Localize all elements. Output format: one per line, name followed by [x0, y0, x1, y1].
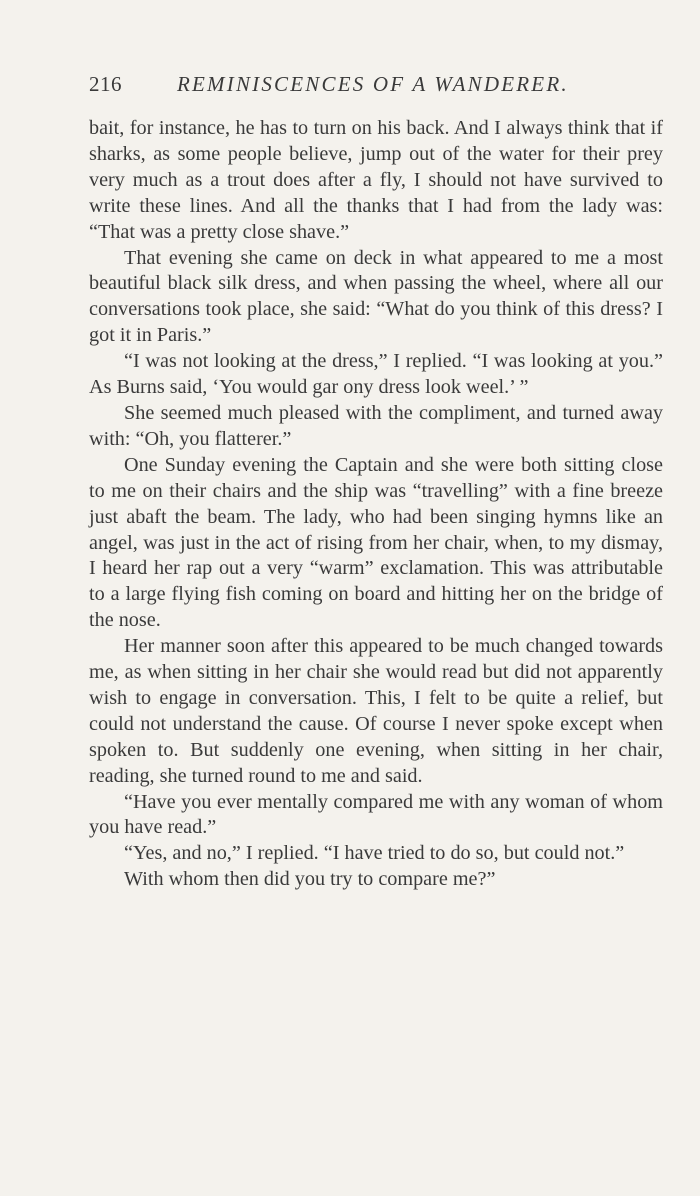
paragraph-7: “Have you ever mentally compared me with any woman of whom you have read.”	[89, 790, 663, 839]
paragraph-2: That evening she came on deck in what appeared to me a most beautiful black silk dress, and when passing the wheel, where all our conversations took place, she said: “What do you think of this dress? I got it in Paris.”	[89, 246, 663, 347]
page-number: 216	[89, 72, 122, 96]
paragraph-3: “I was not looking at the dress,” I replied. “I was looking at you.” As Burns said, ‘You would gar ony dress look weel.’ ”	[89, 350, 663, 399]
running-header	[89, 72, 587, 102]
paragraph-5: One Sunday evening the Captain and she were both sitting close to me on their chairs and the ship was “travelling” with a fine breeze just abaft the beam. The lady, who had been singing hymns like an angel, was just in the act of rising from her chair, when, to my dismay, I heard her rap out a very “warm” exclamation. This was attributable to a large flying fish coming on board and hitting her on the bridge of the nose.	[89, 453, 663, 632]
body-text	[89, 116, 663, 893]
paragraph-6: Her manner soon after this appeared to be much changed towards me, as when sitting in her chair she would read but did not apparently wish to engage in conversation. This, I felt to be quite a relief, but could not understand the cause. Of course I never spoke except when spoken to. But suddenly one evening, when sitting in her chair, reading, she turned round to me and said.	[89, 635, 663, 787]
paragraph-4: She seemed much pleased with the compliment, and turned away with: “Oh, you flatterer.”	[89, 401, 663, 450]
running-title: REMINISCENCES OF A WANDERER.	[177, 72, 569, 96]
paragraph-1: bait, for instance, he has to turn on his back. And I always think that if sharks, as some people believe, jump out of the water for their prey very much as a trout does after a fly, I should not have survived to write these lines. And all the thanks that I had from the lady was: “That was a pretty close shave.”	[89, 117, 663, 243]
paragraph-9: With whom then did you try to compare me?”	[124, 868, 496, 891]
paragraph-8: “Yes, and no,” I replied. “I have tried to do so, but could not.”	[124, 842, 625, 865]
